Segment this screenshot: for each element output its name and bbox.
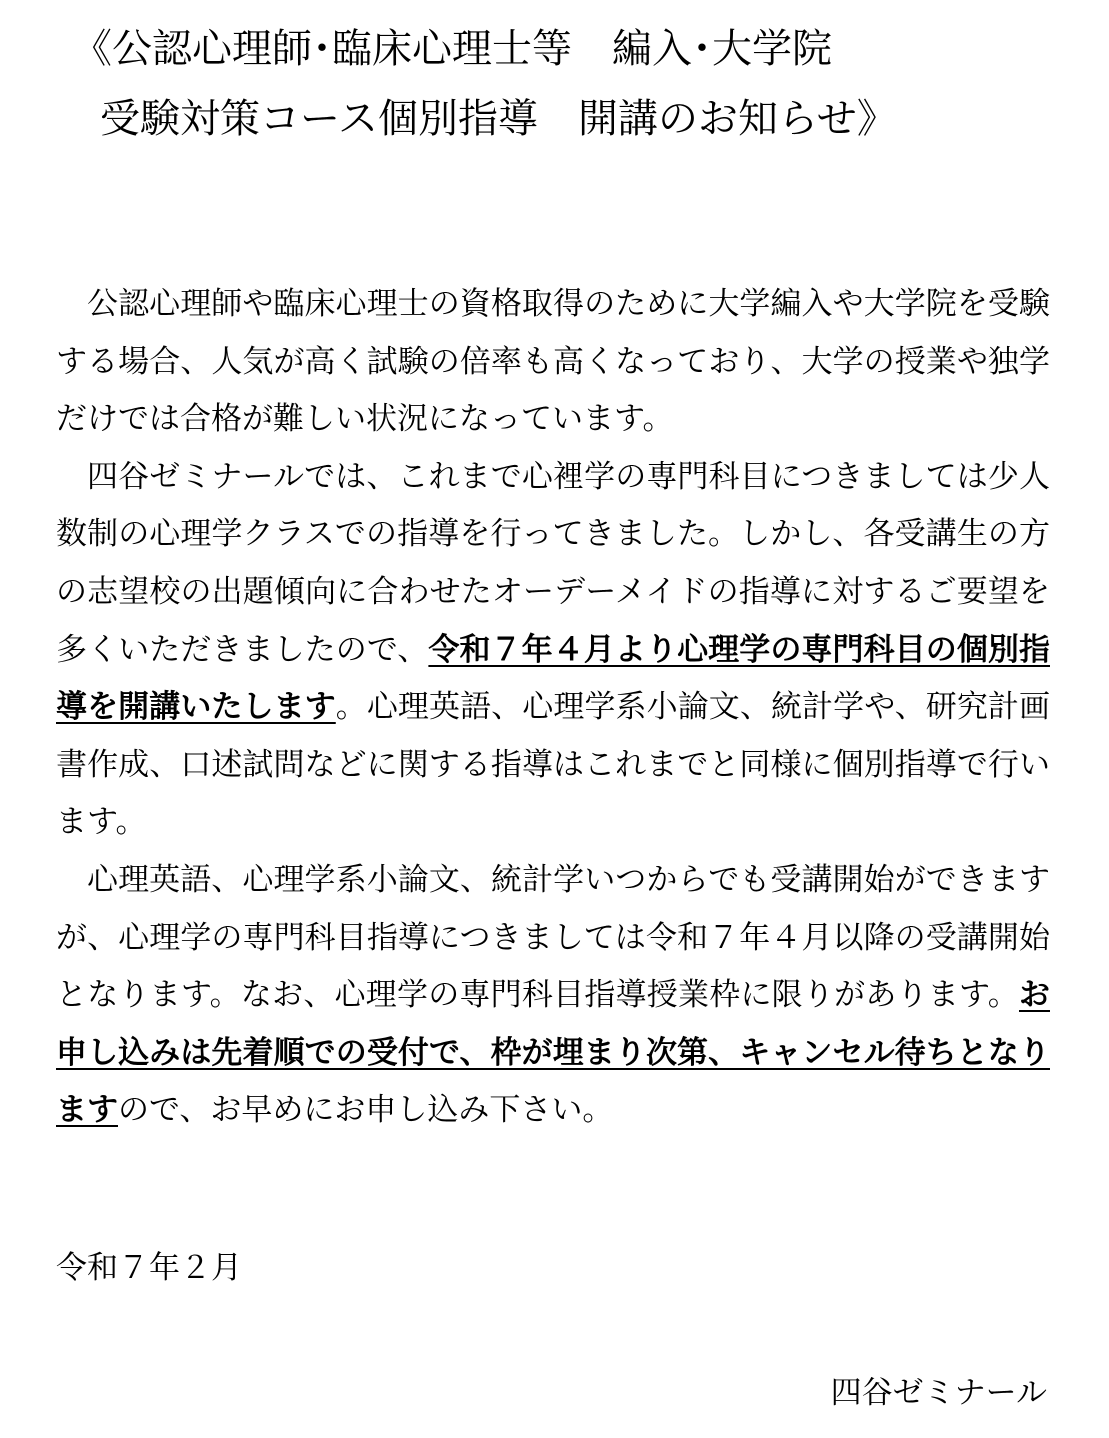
paragraph-3-text-b: ので、お早めにお申し込み下さい。 bbox=[118, 1092, 614, 1129]
paragraph-2 bbox=[56, 449, 1050, 852]
paragraph-1-text: 公認心理師や臨床心理士の資格取得のために大学編入や大学院を受験する場合、人気が高く試験の倍率も高くなっており、大学の授業や独学だけでは合格が難しい状況になっています。 bbox=[56, 286, 1050, 438]
paragraph-2-emphasis: 令和７年４月より心理学の専門科目の個別指導を開講いたします bbox=[56, 631, 1050, 726]
paragraph-2-text-a: 四谷ゼミナールでは、これまで心裡学の専門科目につきましては少人数制の心理学クラスでの指導を行ってきました。しかし、各受講生の方の志望校の出題傾向に合わせたオーデーメイドの指導に対するご要望を多くいただきましたので、 bbox=[56, 458, 1050, 668]
notice-title bbox=[0, 14, 1109, 154]
paragraph-3 bbox=[56, 852, 1050, 1140]
paragraph-2-text-b: 。心理英語、心理学系小論文、統計学や、研究計画書作成、口述試問などに関する指導はこれまでと同様に個別指導で行います。 bbox=[56, 689, 1050, 841]
title-line-2: 受験対策コース個別指導 開講のお知らせ》 bbox=[100, 96, 897, 142]
paragraph-1 bbox=[56, 276, 1050, 449]
title-line-1: 《公認心理師･臨床心理士等 編入･大学院 bbox=[72, 26, 832, 72]
notice-date: 令和７年２月 bbox=[56, 1250, 242, 1286]
paragraph-3-emphasis: お申し込みは先着順での受付で、枠が埋まり次第、キャンセル待ちとなります bbox=[56, 977, 1050, 1129]
notice-signature: 四谷ゼミナール bbox=[830, 1375, 1047, 1411]
paragraph-3-text-a: 心理英語、心理学系小論文、統計学いつからでも受講開始ができますが、心理学の専門科目指導につきましては令和７年４月以降の受講開始となります。なお、心理学の専門科目指導授業枠に限りがあります。 bbox=[56, 861, 1050, 1014]
notice-body bbox=[56, 276, 1050, 1140]
